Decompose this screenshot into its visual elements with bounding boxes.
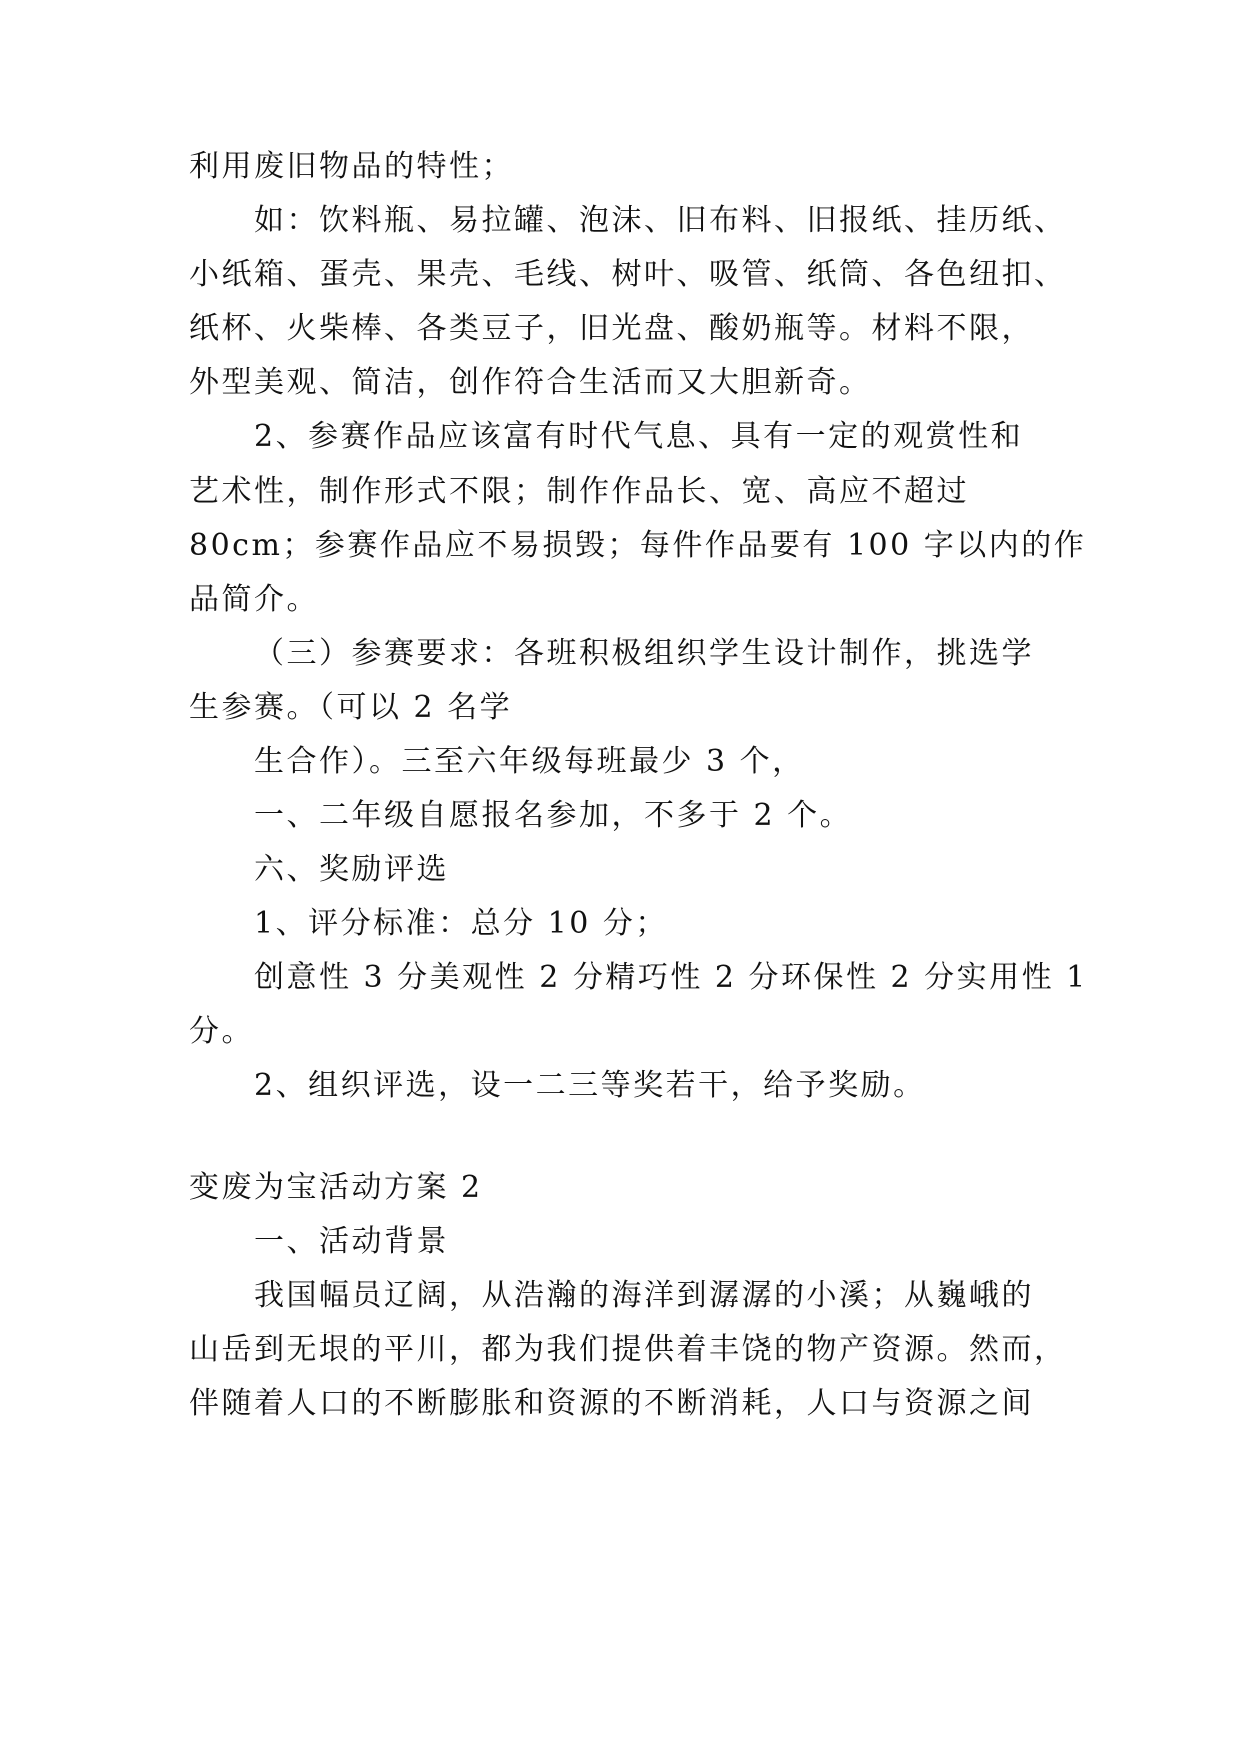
document-title: 变废为宝活动方案 2 (189, 1170, 483, 1205)
paragraph-line: 创意性 3 分美观性 2 分精巧性 2 分环保性 2 分实用性 1 (254, 960, 1088, 995)
section-heading: 一、活动背景 (254, 1224, 449, 1259)
paragraph-line: 外型美观、简洁，创作符合生活而又大胆新奇。 (189, 365, 872, 400)
paragraph-line: 纸杯、火柴棒、各类豆子，旧光盘、酸奶瓶等。材料不限， (189, 311, 1034, 346)
paragraph-line: 生合作）。三至六年级每班最少 3 个， (254, 744, 805, 779)
section-heading: 六、奖励评选 (254, 852, 449, 887)
paragraph-line: 如：饮料瓶、易拉罐、泡沫、旧布料、旧报纸、挂历纸、 (254, 203, 1067, 238)
paragraph-line: 我国幅员辽阔，从浩瀚的海洋到潺潺的小溪；从巍峨的 (254, 1278, 1034, 1313)
paragraph-line: 一、二年级自愿报名参加，不多于 2 个。 (254, 798, 853, 833)
paragraph-line: 1、评分标准：总分 10 分； (254, 906, 668, 941)
paragraph-line: 80cm；参赛作品应不易损毁；每件作品要有 100 字以内的作 (189, 528, 1087, 563)
paragraph-line: 生参赛。（可以 2 名学 (189, 690, 513, 725)
paragraph-line: 伴随着人口的不断膨胀和资源的不断消耗，人口与资源之间 (189, 1386, 1034, 1421)
paragraph-line: 山岳到无垠的平川，都为我们提供着丰饶的物产资源。然而， (189, 1332, 1067, 1367)
paragraph-line: 小纸箱、蛋壳、果壳、毛线、树叶、吸管、纸筒、各色纽扣、 (189, 257, 1067, 292)
paragraph-line: 2、组织评选，设一二三等奖若干，给予奖励。 (254, 1068, 926, 1103)
paragraph-line: 品简介。 (189, 582, 319, 617)
paragraph-line: 分。 (189, 1014, 254, 1049)
paragraph-line: 利用废旧物品的特性； (189, 149, 514, 184)
paragraph-line: 2、参赛作品应该富有时代气息、具有一定的观赏性和 (254, 419, 1024, 454)
paragraph-line: 艺术性，制作形式不限；制作作品长、宽、高应不超过 (189, 474, 969, 509)
paragraph-line: （三）参赛要求：各班积极组织学生设计制作，挑选学 (254, 636, 1034, 671)
